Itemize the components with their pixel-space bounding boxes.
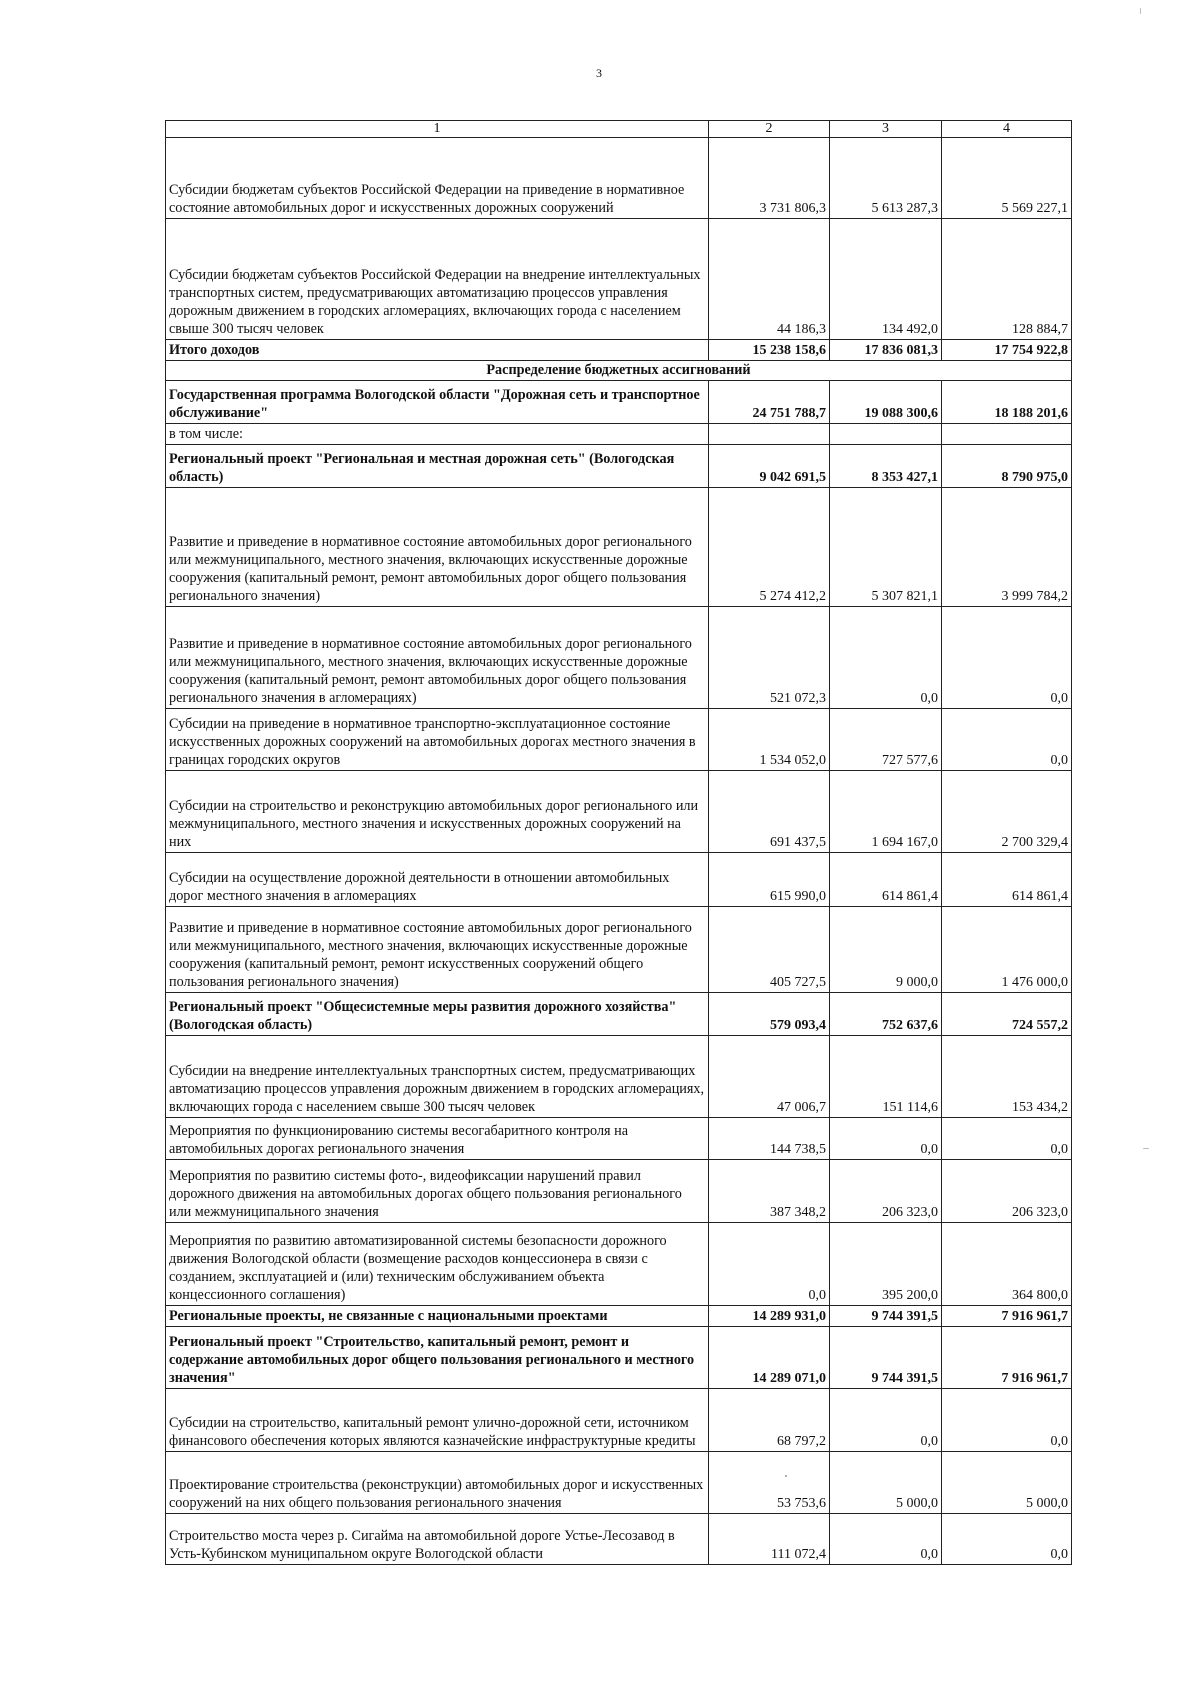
scan-mark [785,1475,787,1477]
column-header: 3 [830,121,942,138]
value-cell: 727 577,6 [830,709,942,771]
table-row [166,1514,1072,1565]
table-row [166,219,1072,340]
value-cell: 8 790 975,0 [942,445,1072,488]
row-label: Субсидии на осуществление дорожной деятельности в отношении автомобильных дорог местного значения в агломерациях [166,853,709,907]
value-cell: 7 916 961,7 [942,1306,1072,1327]
value-cell: 579 093,4 [709,993,830,1036]
value-cell: 9 744 391,5 [830,1306,942,1327]
value-cell: 53 753,6 [709,1452,830,1514]
column-header: 1 [166,121,709,138]
value-cell: 17 754 922,8 [942,340,1072,361]
value-cell: 0,0 [942,709,1072,771]
value-cell: 0,0 [830,607,942,709]
scan-mark [1140,8,1141,14]
column-header: 4 [942,121,1072,138]
value-cell: 14 289 071,0 [709,1327,830,1389]
value-cell: 614 861,4 [830,853,942,907]
value-cell: 5 569 227,1 [942,138,1072,219]
row-label: Итого доходов [166,340,709,361]
table-row [166,771,1072,853]
value-cell: 134 492,0 [830,219,942,340]
row-label: Субсидии на внедрение интеллектуальных транспортных систем, предусматривающих автоматизацию процессов управления дорожным движением в городских агломерациях, включающих города с населением свыше 300 тысяч человек [166,1036,709,1118]
value-cell: 206 323,0 [942,1160,1072,1223]
table-row [166,853,1072,907]
value-cell: 5 274 412,2 [709,488,830,607]
row-label: в том числе: [166,424,709,445]
value-cell: 44 186,3 [709,219,830,340]
value-cell: 691 437,5 [709,771,830,853]
table-row [166,1452,1072,1514]
table-header-row [166,121,1072,138]
row-label: Государственная программа Вологодской области "Дорожная сеть и транспортное обслуживание" [166,381,709,424]
value-cell: 752 637,6 [830,993,942,1036]
row-label: Региональный проект "Общесистемные меры развития дорожного хозяйства" (Вологодская область) [166,993,709,1036]
table-row [166,138,1072,219]
value-cell [942,424,1072,445]
table-row [166,488,1072,607]
page-number: 3 [596,66,602,80]
table-row [166,1118,1072,1160]
value-cell: 47 006,7 [709,1036,830,1118]
row-label: Субсидии бюджетам субъектов Российской Федерации на приведение в нормативное состояние автомобильных дорог и искусственных дорожных сооружений [166,138,709,219]
table-row [166,1223,1072,1306]
scan-mark [1143,1148,1149,1149]
value-cell: 9 744 391,5 [830,1327,942,1389]
value-cell: 144 738,5 [709,1118,830,1160]
table-row [166,709,1072,771]
column-header: 2 [709,121,830,138]
value-cell: 0,0 [942,1514,1072,1565]
value-cell: 0,0 [942,1389,1072,1452]
value-cell: 615 990,0 [709,853,830,907]
row-label: Развитие и приведение в нормативное состояние автомобильных дорог регионального или межмуниципального, местного значения, включающих искусственные дорожные сооружения (капитальный ремонт, ремонт автомобильных дорог общего пользования регионального значения) [166,488,709,607]
value-cell: 1 476 000,0 [942,907,1072,993]
value-cell: 364 800,0 [942,1223,1072,1306]
value-cell [709,424,830,445]
table-row [166,445,1072,488]
table-row [166,993,1072,1036]
value-cell: 0,0 [830,1118,942,1160]
table-row [166,1306,1072,1327]
table-row [166,607,1072,709]
value-cell: 0,0 [709,1223,830,1306]
value-cell: 111 072,4 [709,1514,830,1565]
row-label: Проектирование строительства (реконструкции) автомобильных дорог и искусственных сооружений на них общего пользования регионального значения [166,1452,709,1514]
value-cell: 0,0 [942,607,1072,709]
value-cell: 14 289 931,0 [709,1306,830,1327]
value-cell: 151 114,6 [830,1036,942,1118]
row-label: Региональный проект "Региональная и местная дорожная сеть" (Вологодская область) [166,445,709,488]
value-cell: 15 238 158,6 [709,340,830,361]
row-label: Мероприятия по развитию автоматизированной системы безопасности дорожного движения Вологодской области (возмещение расходов концессионера в связи с созданием, эксплуатацией и (или) техническим обслуживанием объекта концессионного соглашения) [166,1223,709,1306]
value-cell: 17 836 081,3 [830,340,942,361]
value-cell: 405 727,5 [709,907,830,993]
budget-table [165,120,1072,1565]
value-cell: 18 188 201,6 [942,381,1072,424]
row-label: Развитие и приведение в нормативное состояние автомобильных дорог регионального или межмуниципального, местного значения, включающих искусственные дорожные сооружения (капитальный ремонт, ремонт автомобильных дорог общего пользования регионального значения в агломерациях) [166,607,709,709]
row-label: Развитие и приведение в нормативное состояние автомобильных дорог регионального или межмуниципального, местного значения, включающих искусственные дорожные сооружения (капитальный ремонт, ремонт искусственных сооружений общего пользования регионального значения) [166,907,709,993]
table-row [166,424,1072,445]
value-cell: 153 434,2 [942,1036,1072,1118]
value-cell: 206 323,0 [830,1160,942,1223]
value-cell: 614 861,4 [942,853,1072,907]
table-row [166,381,1072,424]
value-cell: 5 000,0 [942,1452,1072,1514]
value-cell: 0,0 [830,1389,942,1452]
row-label: Субсидии на приведение в нормативное транспортно-эксплуатационное состояние искусственных дорожных сооружений на автомобильных дорогах местного значения в границах городских округов [166,709,709,771]
value-cell: 128 884,7 [942,219,1072,340]
value-cell: 68 797,2 [709,1389,830,1452]
value-cell: 5 613 287,3 [830,138,942,219]
row-label: Субсидии на строительство и реконструкцию автомобильных дорог регионального или межмуниципального, местного значения и искусственных дорожных сооружений на них [166,771,709,853]
table-row [166,907,1072,993]
value-cell: 5 307 821,1 [830,488,942,607]
value-cell: 521 072,3 [709,607,830,709]
value-cell: 387 348,2 [709,1160,830,1223]
value-cell: 9 042 691,5 [709,445,830,488]
table-row [166,1327,1072,1389]
value-cell: 0,0 [830,1514,942,1565]
table-row [166,1160,1072,1223]
row-label: Региональный проект "Строительство, капитальный ремонт, ремонт и содержание автомобильных дорог общего пользования регионального и местного значения" [166,1327,709,1389]
table-row [166,1389,1072,1452]
value-cell: 395 200,0 [830,1223,942,1306]
table-row [166,1036,1072,1118]
row-label: Субсидии бюджетам субъектов Российской Федерации на внедрение интеллектуальных транспортных систем, предусматривающих автоматизацию процессов управления дорожным движением в городских агломерациях, включающих города с населением свыше 300 тысяч человек [166,219,709,340]
value-cell: 9 000,0 [830,907,942,993]
value-cell: 24 751 788,7 [709,381,830,424]
value-cell: 7 916 961,7 [942,1327,1072,1389]
value-cell: 8 353 427,1 [830,445,942,488]
value-cell: 1 694 167,0 [830,771,942,853]
value-cell: 1 534 052,0 [709,709,830,771]
value-cell: 0,0 [942,1118,1072,1160]
value-cell: 19 088 300,6 [830,381,942,424]
row-label: Мероприятия по развитию системы фото-, видеофиксации нарушений правил дорожного движения на автомобильных дорогах общего пользования регионального или межмуниципального значения [166,1160,709,1223]
section-heading: Распределение бюджетных ассигнований [166,361,1072,381]
value-cell: 3 731 806,3 [709,138,830,219]
value-cell: 3 999 784,2 [942,488,1072,607]
total-revenue-row [166,340,1072,361]
row-label: Региональные проекты, не связанные с национальными проектами [166,1306,709,1327]
value-cell: 724 557,2 [942,993,1072,1036]
row-label: Строительство моста через р. Сигайма на автомобильной дороге Устье-Лесозавод в Усть-Кубинском муниципальном округе Вологодской области [166,1514,709,1565]
value-cell [830,424,942,445]
value-cell: 2 700 329,4 [942,771,1072,853]
row-label: Мероприятия по функционированию системы весогабаритного контроля на автомобильных дорогах регионального значения [166,1118,709,1160]
value-cell: 5 000,0 [830,1452,942,1514]
row-label: Субсидии на строительство, капитальный ремонт улично-дорожной сети, источником финансового обеспечения которых являются казначейские инфраструктурные кредиты [166,1389,709,1452]
section-heading-row [166,361,1072,381]
